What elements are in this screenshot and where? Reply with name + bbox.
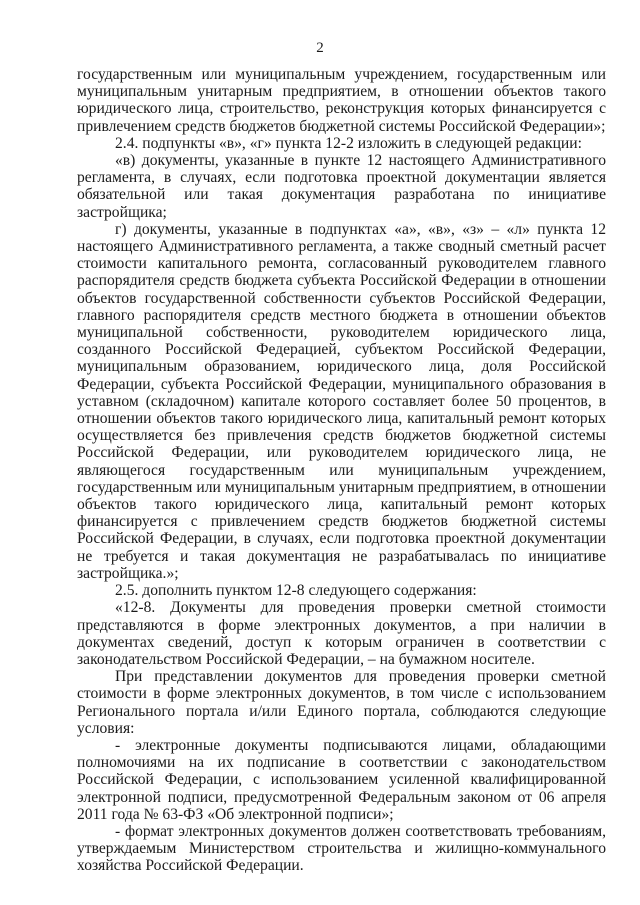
page-number: 2 — [316, 40, 324, 56]
paragraph: «12-8. Документы для проведения проверки сметной стоимости представляются в форме электронных документов, а при наличии в документах сведений, доступ к которым ограничен в соответствии с законодательством Российской Федерации, – на бумажном носителе. — [77, 599, 606, 668]
paragraph: - формат электронных документов должен соответствовать требованиям, утверждаемым Министерством строительства и жилищно-коммунального хозяйства Российской Федерации. — [77, 822, 606, 875]
paragraph: государственным или муниципальным учреждением, государственным или муниципальным унитарным предприятием, в отношении объектов такого юридического лица, строительство, реконструкция которых финансируется с привлечением средств бюджетов бюджетной системы Российской Федерации»; — [77, 66, 606, 135]
document-body — [77, 66, 606, 875]
paragraph: 2.4. подпункты «в», «г» пункта 12-2 изложить в следующей редакции: — [115, 134, 582, 152]
paragraph: - электронные документы подписываются лицами, обладающими полномочиями на их подписание в соответствии с законодательством Российской Федерации, с использованием усиленной квалифицированной электронной подписи, предусмотренной Федеральным законом от 06 апреля 2011 года № 63-ФЗ «Об электронной подписи»; — [77, 736, 606, 823]
paragraph: При представлении документов для проведения проверки сметной стоимости в форме электронных документов, в том числе с использованием Регионального портала и/или Единого портала, соблюдаются следующие условия: — [77, 668, 606, 737]
paragraph: г) документы, указанные в подпунктах «а», «в», «з» – «л» пункта 12 настоящего Административного регламента, а также сводный сметный расчет стоимости капитального ремонта, согласованный руководителем главного распорядителя средств бюджета субъекта Российской Федерации в отношении объектов государственной собственности субъектов Российской Федерации, главного распорядителя средств местного бюджета в отношении объектов муниципальной собственности, руководителем юридического лица, созданного Российской Федерацией, субъектом Российской Федерации, муниципальным образованием, юридического лица, доля Российской Федерации, субъекта Российской Федерации, муниципального образования в уставном (складочном) капитале которого составляет более 50 процентов, в отношении объектов такого юридического лица, капитальный ремонт которых осуществляется без привлечения средств бюджетов бюджетной системы Российской Федерации, или руководителем юридического лица, не являющегося государственным или муниципальным учреждением, государственным или муниципальным унитарным предприятием, в отношении объектов такого юридического лица, капитальный ремонт которых финансируется с привлечением средств бюджетов бюджетной системы Российской Федерации, в случаях, если подготовка проектной документации не требуется и такая документация не разрабатывалась по инициативе застройщика.»; — [77, 220, 606, 582]
paragraph: 2.5. дополнить пунктом 12-8 следующего содержания: — [115, 582, 477, 600]
paragraph: «в) документы, указанные в пункте 12 настоящего Административного регламента, в случаях, если подготовка проектной документации является обязательной или такая документация разработана по инициативе застройщика; — [77, 152, 606, 221]
